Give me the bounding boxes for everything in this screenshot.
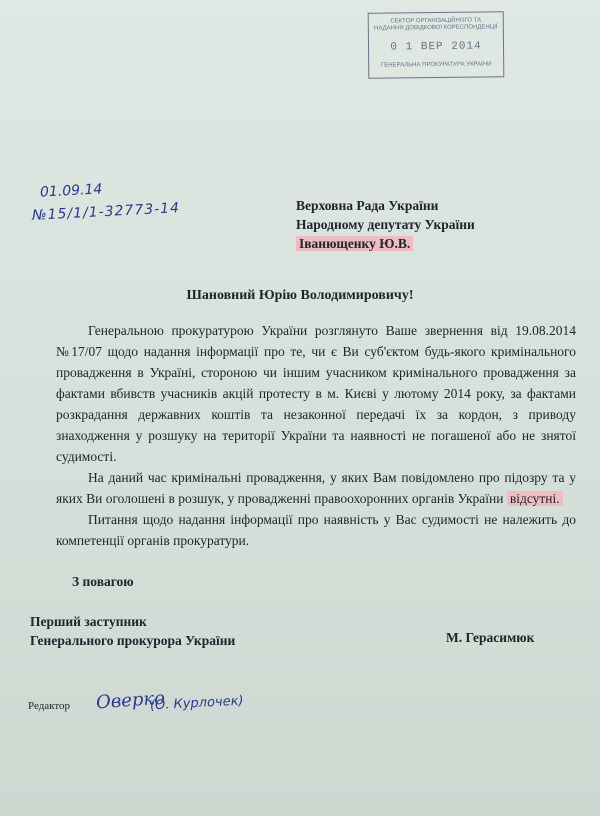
closing-regards: З повагою (72, 574, 134, 589)
registration-stamp (368, 11, 505, 78)
signatory-name: М. Герасимюк (446, 630, 535, 645)
addressee-block (296, 196, 475, 253)
addressee-name: Іванющенку Ю.В. (296, 236, 413, 251)
highlighted-word: відсутні. (507, 491, 563, 506)
body-paragraph-1: Генеральною прокуратурою України розглянуто Ваше звернення від 19.08.2014 №17/07 щодо надання інформації про те, чи є Ви суб'єктом будь-якого кримінального провадження в Україні, стороною чи іншим учасником кримінального провадження за фактами вбивств учасників акцій протесту в м. Києві у лютому 2014 року, за фактами розкрадання державних коштів та незаконної передачі їх за кордон, з приводу знаходження у розшуку на території України та наявності не погашеної або не знятої судимості. (56, 323, 576, 464)
body-paragraph-3: Питання щодо надання інформації про наявність у Вас судимості не належить до компетенції органів прокуратури. (56, 512, 576, 548)
letter-body (56, 320, 576, 551)
salutation: Шановний Юрію Володимировичу! (186, 288, 414, 303)
signatory-title-line2: Генерального прокурора України (30, 633, 236, 648)
signatory-title (30, 612, 235, 650)
editor-label: Редактор (28, 700, 71, 712)
stamp-date: 0 1 ВЕР 2014 (390, 40, 482, 54)
addressee-line2: Народному депутату України (296, 217, 475, 232)
handwritten-date: 01.09.14 (39, 181, 103, 201)
stamp-line2: НАДАННЯ ДОВІДКОВОЇ КОРЕСПОНДЕНЦІЇ (374, 24, 498, 32)
body-paragraph-2 (56, 467, 576, 509)
editor-name: (О. Курлочек) (149, 693, 244, 714)
signatory-title-line1: Перший заступник (30, 614, 147, 629)
body-paragraph-2-text: На даний час кримінальні провадження, у яких Вам повідомлено про підозру та у яких Ви оголошені в розшук, у провадженні правоохоронних органів України (56, 470, 576, 506)
addressee-line1: Верховна Рада України (296, 198, 439, 213)
stamp-line1: СЕКТОР ОРГАНІЗАЦІЙНОГО ТА (390, 17, 482, 25)
editor-signature: Оверко (95, 687, 166, 714)
handwritten-number: №15/1/1-32773-14 (31, 200, 181, 224)
stamp-line3: ГЕНЕРАЛЬНА ПРОКУРАТУРА УКРАЇНИ (380, 61, 492, 69)
